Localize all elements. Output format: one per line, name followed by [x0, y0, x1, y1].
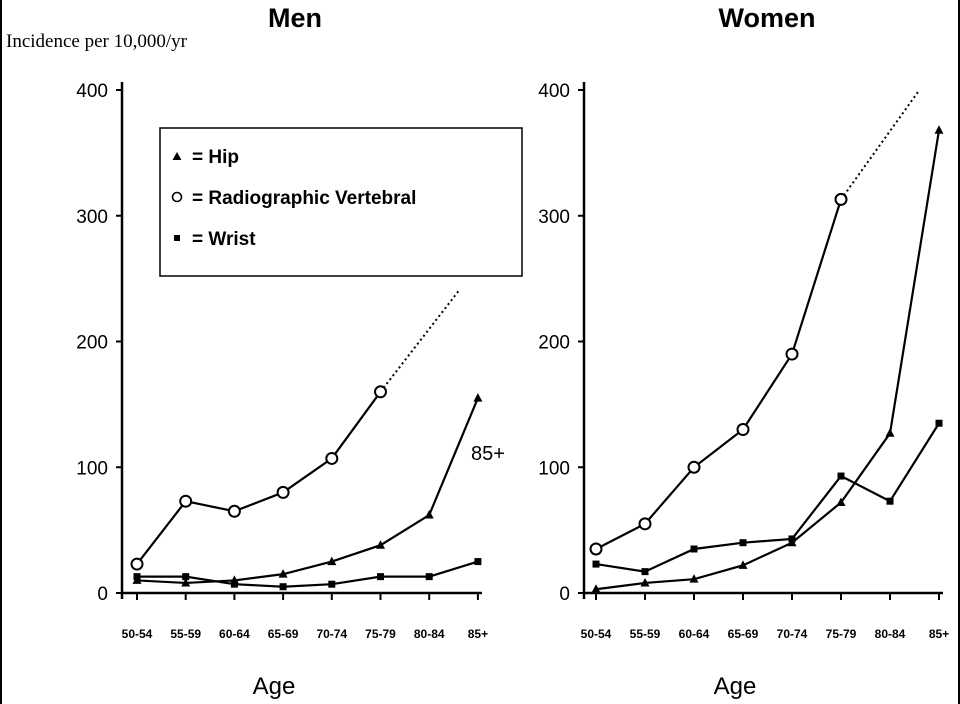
hip-point: [886, 428, 895, 437]
chart-title: Women: [718, 3, 816, 33]
x-tick-label: 70-74: [776, 627, 808, 641]
legend-label: = Wrist: [192, 229, 256, 250]
radiographic-vertebral-point: [180, 496, 191, 507]
hip-point: [425, 510, 434, 518]
x-tick-label: 55-59: [170, 627, 202, 641]
radiographic-vertebral-line: [137, 392, 381, 564]
wrist-line: [596, 423, 939, 571]
y-tick-label: 100: [76, 458, 108, 480]
wrist-point: [280, 583, 287, 590]
legend-label: = Hip: [192, 147, 239, 168]
x-tick-label: 85+: [928, 627, 950, 641]
y-tick-label: 0: [97, 584, 108, 605]
x-tick-label: 60-64: [219, 627, 250, 641]
hip-line: [137, 398, 478, 583]
radiographic-vertebral-extrapolation: [381, 291, 459, 392]
radiographic-vertebral-point: [132, 559, 143, 570]
legend: [160, 128, 522, 276]
hip-point: [473, 393, 482, 402]
wrist-point: [134, 573, 141, 580]
x-tick-label: 65-69: [727, 627, 759, 641]
radiographic-vertebral-point: [591, 543, 602, 554]
y-tick-label: 200: [538, 332, 570, 354]
wrist-point: [838, 473, 845, 480]
radiographic-vertebral-line: [596, 199, 841, 549]
wrist-point: [887, 498, 894, 505]
x-tick-label: 70-74: [316, 627, 348, 641]
annotation-85plus: 85+: [471, 443, 505, 465]
x-tick-label: 75-79: [825, 627, 857, 641]
y-tick-label: 400: [76, 81, 108, 102]
y-tick-label: 400: [538, 81, 570, 102]
wrist-point: [593, 561, 600, 568]
y-axis-label: Incidence per 10,000/yr: [6, 31, 187, 52]
women-panel: [538, 3, 949, 700]
radiographic-vertebral-extrapolation: [841, 90, 919, 199]
radiographic-vertebral-point: [229, 506, 240, 517]
x-tick-label: 85+: [467, 627, 489, 641]
y-tick-label: 200: [76, 332, 108, 354]
wrist-point: [377, 573, 384, 580]
legend-vertebral-marker: [173, 193, 182, 202]
radiographic-vertebral-point: [375, 386, 386, 397]
legend-label: = Radiographic Vertebral: [192, 188, 417, 209]
x-tick-label: 55-59: [629, 627, 661, 641]
radiographic-vertebral-point: [689, 462, 700, 473]
x-axis-label: Age: [713, 673, 757, 700]
y-tick-label: 300: [76, 206, 108, 228]
wrist-point: [740, 539, 747, 546]
y-tick-label: 0: [559, 584, 570, 605]
chart-title: Men: [268, 3, 322, 33]
wrist-point: [936, 420, 943, 427]
radiographic-vertebral-point: [326, 453, 337, 464]
wrist-point: [426, 573, 433, 580]
radiographic-vertebral-point: [738, 424, 749, 435]
chart-canvas: [2, 0, 958, 704]
radiographic-vertebral-point: [787, 349, 798, 360]
x-tick-label: 80-84: [874, 627, 906, 641]
radiographic-vertebral-point: [640, 518, 651, 529]
x-tick-label: 65-69: [267, 627, 299, 641]
legend-wrist-marker: [174, 235, 180, 241]
x-tick-label: 50-54: [121, 627, 153, 641]
radiographic-vertebral-point: [836, 194, 847, 205]
hip-point: [935, 125, 944, 134]
wrist-point: [789, 535, 796, 542]
y-tick-label: 100: [538, 458, 570, 480]
x-tick-label: 80-84: [413, 627, 445, 641]
x-tick-label: 75-79: [365, 627, 396, 641]
radiographic-vertebral-point: [278, 487, 289, 498]
x-axis-label: Age: [252, 673, 296, 700]
x-tick-label: 60-64: [678, 627, 710, 641]
men-panel: [76, 3, 505, 700]
wrist-point: [474, 558, 481, 565]
wrist-point: [691, 545, 698, 552]
wrist-point: [182, 573, 189, 580]
wrist-point: [328, 581, 335, 588]
wrist-point: [642, 568, 649, 575]
wrist-point: [231, 581, 238, 588]
y-tick-label: 300: [538, 206, 570, 228]
x-tick-label: 50-54: [580, 627, 612, 641]
